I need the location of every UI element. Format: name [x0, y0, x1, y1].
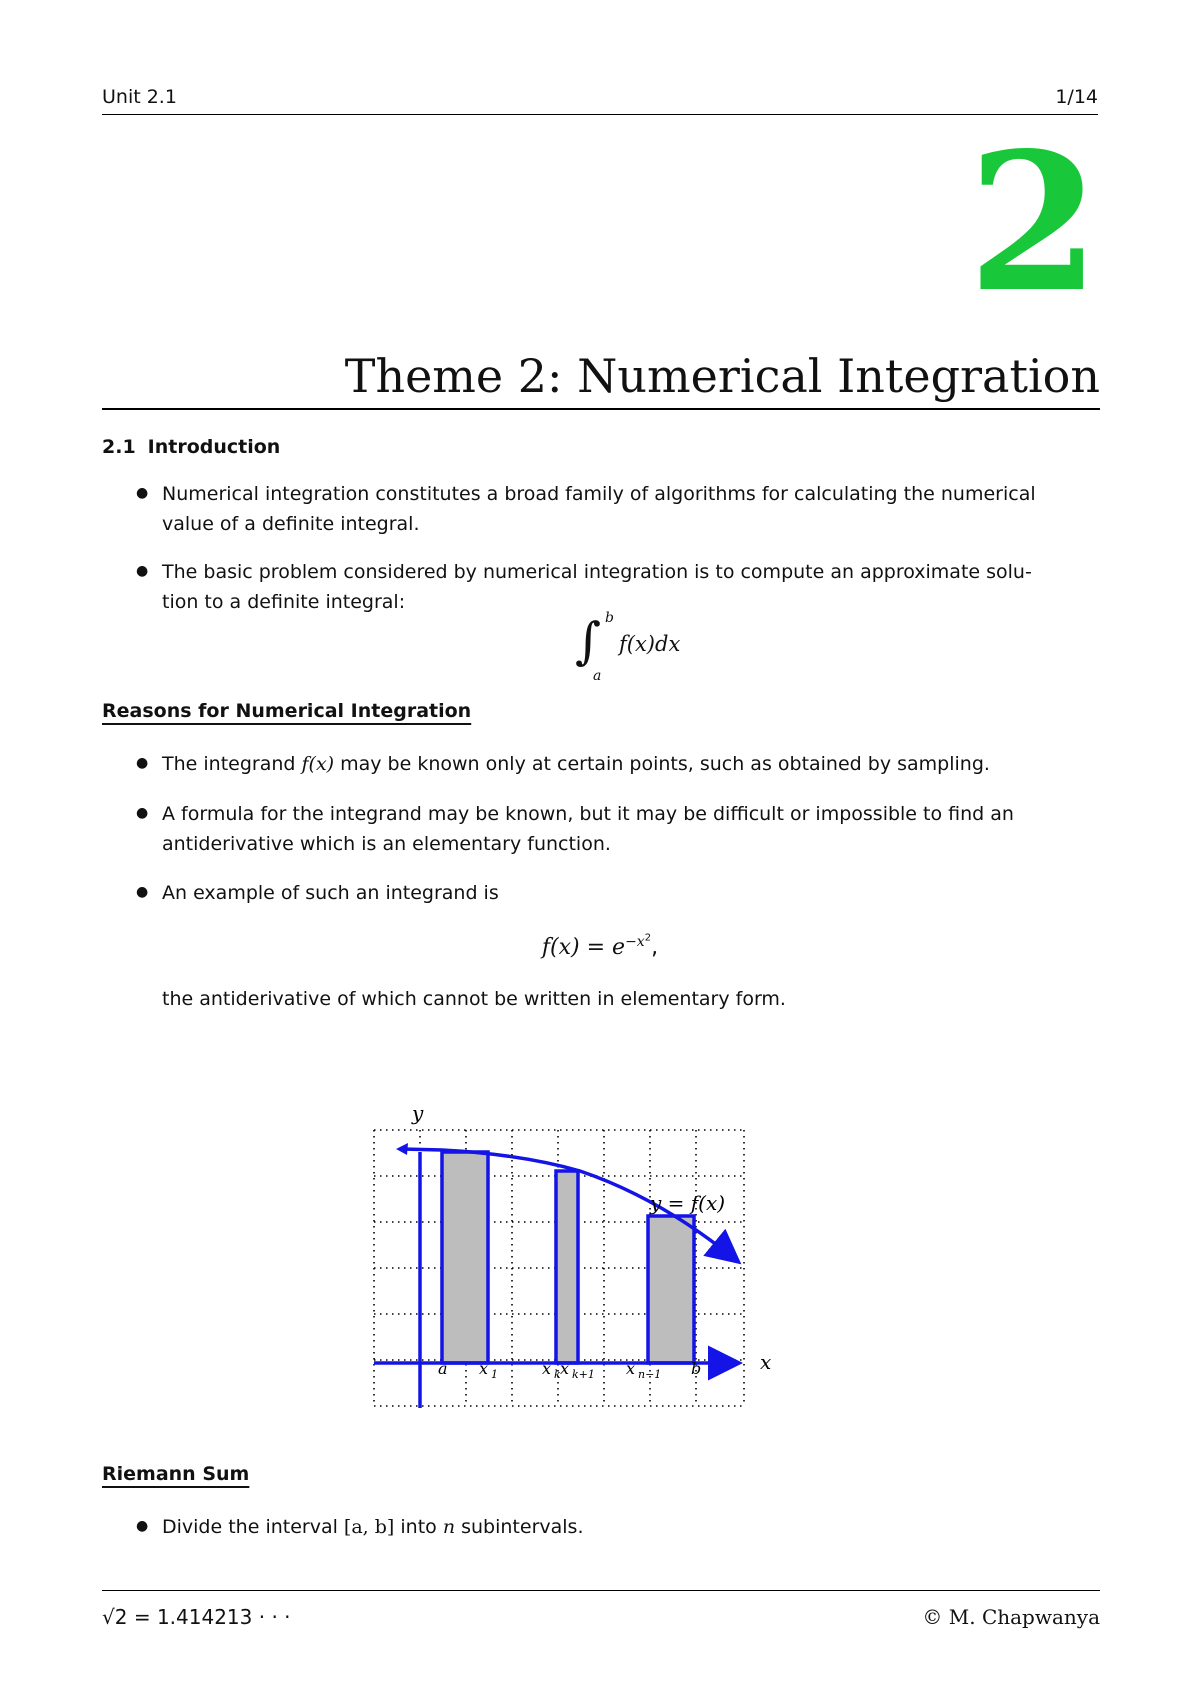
section-heading-introduction [102, 436, 280, 458]
text-line: the antiderivative of which cannot be written in elementary form. [162, 988, 786, 1010]
bullet-icon: ● [136, 1518, 149, 1534]
list-item [162, 557, 1100, 617]
section-title: Introduction [147, 436, 281, 458]
chapter-number: 2 [967, 111, 1100, 334]
tick-label-xk: x [542, 1359, 552, 1378]
text-fragment: Divide the interval [162, 1516, 344, 1538]
text-line: The basic problem considered by numerical integration is to compute an approximate solu- [162, 561, 1032, 583]
text-fragment: into [394, 1516, 443, 1538]
page-footer [102, 1590, 1100, 1629]
text-fragment: may be known only at certain points, such as obtained by sampling. [334, 753, 990, 775]
math-fx: f(x) [301, 753, 335, 775]
riemann-rectangle [556, 1171, 578, 1363]
tick-label-b: b [691, 1359, 702, 1378]
list-item [162, 799, 1100, 859]
equation-exponent-power: 2 [644, 932, 652, 943]
bullet-icon: ● [136, 884, 149, 900]
tick-label-x1: x [479, 1359, 489, 1378]
text-line: tion to a definite integral: [162, 591, 406, 613]
section-heading-reasons: Reasons for Numerical Integration [102, 700, 472, 722]
section-heading-riemann: Riemann Sum [102, 1463, 250, 1485]
text-fragment: The integrand [162, 753, 302, 775]
tick-label-xn1-subscript: n−1 [638, 1368, 662, 1381]
equation [0, 932, 1200, 960]
footer-author: © M. Chapwanya [922, 1605, 1100, 1629]
math-interval: [a, b] [343, 1516, 395, 1538]
text-fragment: subintervals. [455, 1516, 584, 1538]
text-line: Numerical integration constitutes a broad family of algorithms for calculating the numerical [162, 483, 1036, 505]
tick-label-a: a [438, 1359, 448, 1378]
riemann-figure [360, 1088, 780, 1418]
bullet-icon: ● [136, 485, 149, 501]
equation-exponent: −x [625, 933, 645, 950]
math-n: n [442, 1516, 456, 1538]
page-title: Theme 2: Numerical Integration [344, 349, 1100, 403]
integral-upper-limit: b [605, 610, 614, 626]
integrand: f(x)dx [619, 632, 681, 656]
integral-sign-icon: ∫ [575, 612, 602, 670]
tick-label-xk-subscript: k [554, 1368, 561, 1381]
text-line: value of a definite integral. [162, 513, 420, 535]
curve-label: y = f(x) [650, 1191, 726, 1215]
section-number: 2.1 [102, 436, 136, 458]
list-item [162, 479, 1100, 539]
curve-left-arrowhead [396, 1143, 408, 1155]
bullet-icon: ● [136, 563, 149, 579]
text-line: An example of such an integrand is [162, 882, 499, 904]
integral-expression [575, 612, 715, 682]
list-item [162, 749, 1100, 779]
tick-label-xn1: x [626, 1359, 636, 1378]
riemann-rectangle [442, 1152, 488, 1363]
page-header [102, 84, 1098, 115]
text-line: antiderivative which is an elementary function. [162, 833, 611, 855]
riemann-rectangle [648, 1216, 694, 1363]
list-item [162, 878, 1100, 908]
tick-label-xk1-subscript: k+1 [572, 1368, 595, 1381]
tick-label-x1-subscript: 1 [491, 1368, 498, 1381]
text-line: A formula for the integrand may be known, but it may be difficult or impossible to find an [162, 803, 1014, 825]
tick-label-xk1: x [560, 1359, 570, 1378]
footer-sqrt2: √2 = 1.414213 · · · [102, 1605, 291, 1629]
x-axis-label: x [760, 1350, 772, 1374]
integral-lower-limit: a [593, 668, 602, 684]
equation-comma: , [651, 934, 659, 960]
unit-label: Unit 2.1 [102, 86, 177, 108]
title-rule [102, 408, 1100, 410]
equation-lhs: f(x) = e [541, 934, 626, 960]
bullet-icon: ● [136, 805, 149, 821]
list-item [162, 1512, 1100, 1542]
y-axis-label: y [412, 1101, 424, 1125]
bullet-icon: ● [136, 755, 149, 771]
page-number: 1/14 [1055, 86, 1098, 108]
